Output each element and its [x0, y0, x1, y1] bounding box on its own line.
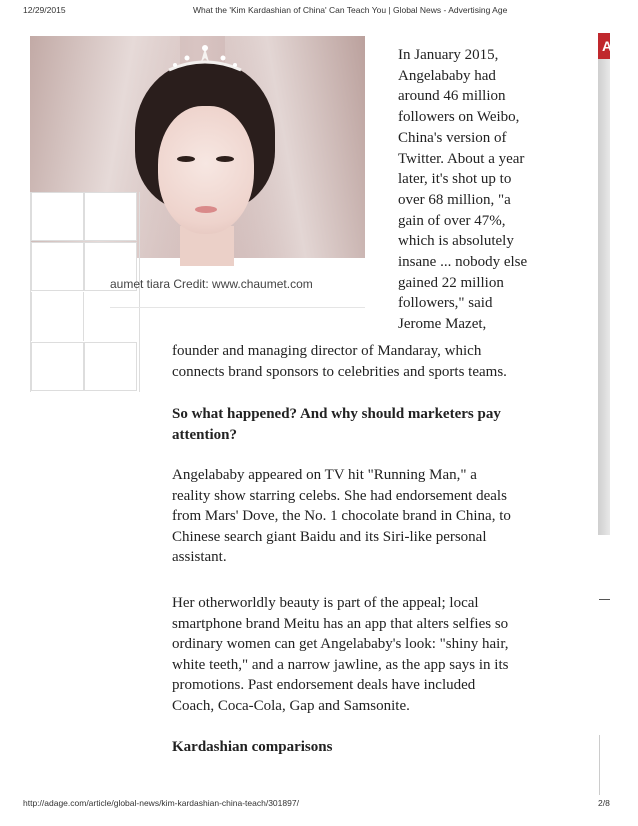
text-line: smartphone brand Meitu has an app that alters selfies so	[172, 615, 509, 632]
text-line: promotions. Past endorsement deals have included	[172, 677, 476, 693]
heading-line: So what happened? And why should marketers pay	[172, 406, 501, 422]
text-line: Twitter. About a year	[398, 150, 525, 167]
text-line: Chinese search giant Baidu and its Siri-like personal	[172, 528, 487, 545]
text-line: In January 2015,	[398, 47, 499, 63]
heading-line: Kardashian comparisons	[172, 739, 333, 755]
edge-rule	[599, 735, 600, 795]
text-line: reality show starring celebs. She had endorsement deals	[172, 487, 507, 504]
section-heading-2	[172, 737, 558, 758]
print-date: 12/29/2015	[23, 5, 66, 15]
paragraph-1	[172, 341, 558, 382]
text-line: Angelababy appeared on TV hit "Running Man," a	[172, 467, 477, 483]
text-line: gain of over 47%,	[398, 212, 506, 229]
edge-dash	[599, 599, 610, 600]
text-line: founder and managing director of Mandaray, which	[172, 343, 482, 359]
text-line: from Mars' Dove, the No. 1 chocolate brand in China, to	[172, 508, 511, 524]
image-caption: aumet tiara Credit: www.chaumet.com	[110, 277, 313, 291]
text-line: ordinary women can get Angelababy's look: "shiny hair,	[172, 636, 509, 652]
text-line: Jerome Mazet,	[398, 316, 487, 333]
text-line: followers on Weibo,	[398, 109, 520, 126]
text-line: white teeth," and a narrow jawline, as the app says in its	[172, 656, 509, 673]
section-heading-1	[172, 404, 558, 445]
placeholder-grid	[30, 192, 140, 392]
text-line: Coach, Coca-Cola, Gap and Samsonite.	[172, 697, 410, 714]
sidebar-paragraph	[398, 45, 558, 335]
text-line: which is absolutely	[398, 233, 514, 250]
paragraph-2	[172, 465, 558, 568]
print-title: What the 'Kim Kardashian of China' Can Teach You | Global News - Advertising Age	[193, 5, 508, 15]
text-line: insane ... nobody else	[398, 254, 528, 271]
caption-divider	[110, 307, 365, 308]
adage-logo-fragment: A	[598, 33, 610, 59]
text-line: over 68 million, "a	[398, 191, 511, 208]
text-line: China's version of	[398, 129, 507, 146]
paragraph-3	[172, 593, 558, 716]
text-line: Angelababy had	[398, 67, 496, 84]
text-line: assistant.	[172, 549, 227, 565]
text-line: later, it's shot up to	[398, 171, 512, 188]
tiara-graphic	[165, 44, 245, 74]
heading-line: attention?	[172, 426, 237, 443]
page-number: 2/8	[598, 798, 610, 808]
text-line: connects brand sponsors to celebrities and sports teams.	[172, 363, 507, 380]
text-line: followers," said	[398, 295, 493, 312]
footer-url[interactable]: http://adage.com/article/global-news/kim-kardashian-china-teach/301897/	[23, 798, 299, 808]
text-line: gained 22 million	[398, 274, 504, 291]
text-line: Her otherworldly beauty is part of the appeal; local	[172, 595, 479, 611]
text-line: around 46 million	[398, 88, 506, 105]
adjacent-page-strip	[598, 33, 610, 535]
